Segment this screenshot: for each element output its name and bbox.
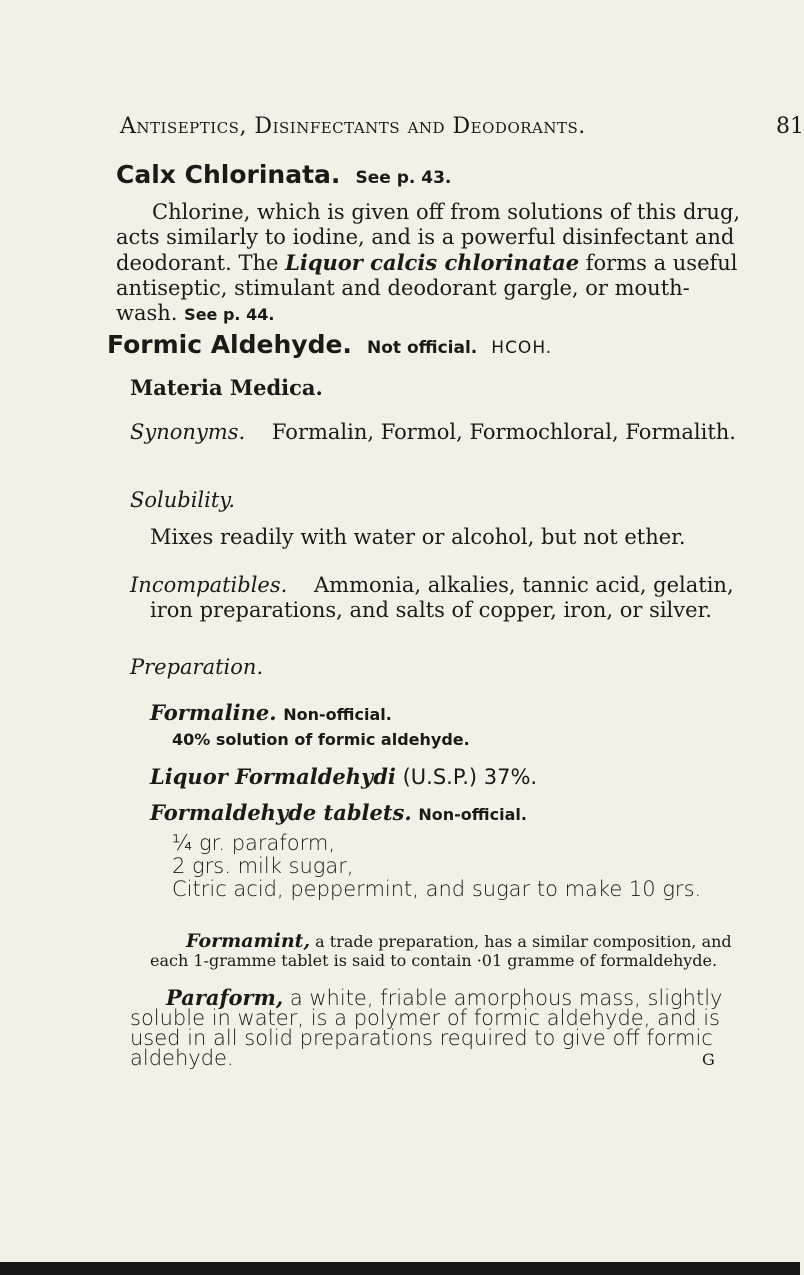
paraform-name: Paraform, bbox=[166, 985, 284, 1010]
incompatibles bbox=[130, 573, 780, 623]
list-item: 2 grs. milk sugar, bbox=[172, 854, 354, 878]
formaline-desc: 40% solution of formic aldehyde. bbox=[172, 730, 470, 749]
formic-heading bbox=[107, 330, 737, 359]
calx-title: Calx Chlorinata. bbox=[116, 160, 341, 189]
page-number: 81 bbox=[776, 114, 804, 139]
formaline-entry bbox=[150, 700, 780, 727]
synonyms-text: Formalin, Formol, Formochloral, Formalith. bbox=[271, 420, 736, 444]
running-head bbox=[120, 114, 586, 139]
formic-formula: HCOH. bbox=[491, 338, 553, 358]
tablets-list bbox=[172, 832, 732, 901]
formic-title: Formic Aldehyde. bbox=[107, 330, 352, 359]
calx-see: See p. 43. bbox=[355, 168, 452, 188]
list-item: ¼ gr. paraform, bbox=[172, 831, 336, 855]
paraform-entry bbox=[130, 985, 732, 1070]
materia-medica-heading: Materia Medica. bbox=[130, 375, 323, 400]
liquor-formaldehydi-desc: (U.S.P.) 37%. bbox=[402, 765, 538, 789]
incompatibles-text: Ammonia, alkalies, tannic acid, gelatin, iron preparations, and salts of copper, iron, or silver. bbox=[150, 573, 734, 622]
liquor-formaldehydi-entry bbox=[150, 764, 780, 790]
calx-see-2: See p. 44. bbox=[184, 305, 275, 324]
paraform-desc: a white, friable amorphous mass, slightly soluble in water, is a polymer of formic aldehyde, and is used in all solid preparations required to give off formic aldehyde. bbox=[130, 986, 723, 1070]
solubility-text: Mixes readily with water or alcohol, but not ether. bbox=[150, 525, 686, 549]
tablets-name: Formaldehyde tablets. bbox=[150, 800, 412, 825]
preparation-label: Preparation. bbox=[130, 655, 264, 679]
calx-body: Chlorine, which is given off from solutions of this drug, acts similarly to iodine, and is a powerful disinfectant and deodorant. The Liquor calcis chlorinatae forms a useful antiseptic, stimulant and deodorant gargle, or mouth-wash. See p. 44. bbox=[116, 200, 741, 325]
tablets-entry bbox=[150, 800, 780, 827]
formamint-entry bbox=[150, 932, 732, 970]
running-head-text: Antiseptics, Disinfectants and Deodorants. bbox=[120, 114, 586, 139]
incompatibles-label: Incompatibles. bbox=[130, 573, 288, 597]
formamint-name: Formamint, bbox=[186, 930, 311, 952]
formaline-status: Non-official. bbox=[283, 705, 392, 724]
list-item: Citric acid, peppermint, and sugar to make 10 grs. bbox=[172, 877, 702, 901]
formaline-name: Formaline. bbox=[150, 700, 277, 725]
calx-heading bbox=[116, 160, 746, 189]
synonyms bbox=[130, 420, 780, 445]
tablets-status: Non-official. bbox=[418, 805, 527, 824]
signature-mark: G bbox=[702, 1050, 715, 1069]
page-edge-shadow bbox=[0, 1262, 800, 1275]
liquor-formaldehydi-name: Liquor Formaldehydi bbox=[150, 764, 396, 789]
solubility-label: Solubility. bbox=[130, 488, 236, 512]
formamint-desc: a trade preparation, has a similar composition, and each 1-gramme tablet is said to contain ·01 gramme of formaldehyde. bbox=[150, 932, 732, 970]
liquor-calcis-name: Liquor calcis chlorinatae bbox=[285, 250, 580, 275]
formic-status: Not official. bbox=[367, 338, 478, 358]
synonyms-label: Synonyms. bbox=[130, 420, 246, 444]
